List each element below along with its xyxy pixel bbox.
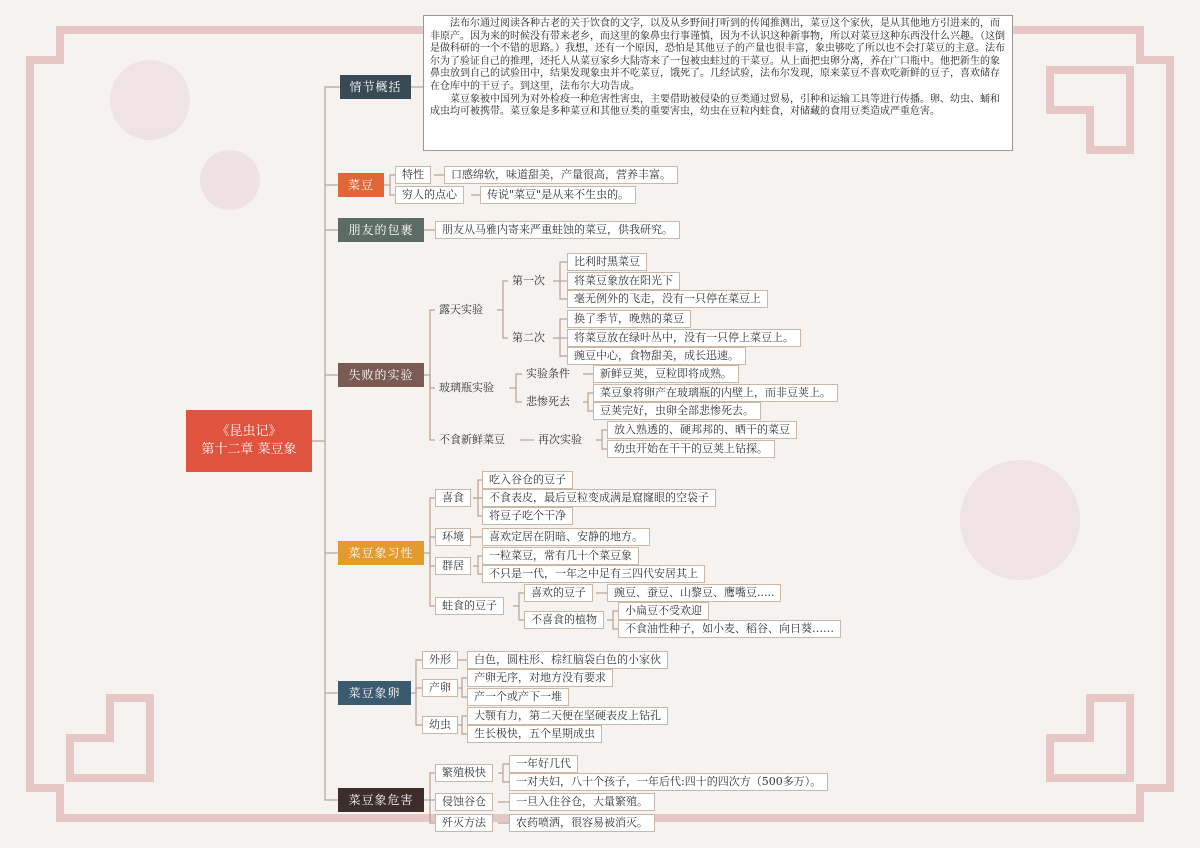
node-friend-text: 朋友从马雅内寄来严重蛀蚀的菜豆，供我研究。 — [435, 221, 680, 239]
node-again-item-2: 幼虫开始在干干的豆荚上钻探。 — [607, 440, 775, 458]
summary-paragraph-2: 菜豆象被中国列为对外检疫一种危害性害虫，主要借助被侵染的豆类通过贸易，引种和运输工具等进行传播。卵、幼虫、蛹和成虫均可被携带。菜豆象是多种菜豆和其他豆类的重要害虫，幼虫在豆粒内蛀食，对储藏的食用豆类造成严重危害。 — [430, 93, 1000, 118]
node-breed-item-1: 一年好几代 — [509, 755, 578, 773]
node-second: 第二次 — [512, 331, 545, 344]
node-like: 喜食 — [435, 489, 471, 507]
node-larva-item-2: 生长极快，五个星期成虫 — [467, 725, 602, 743]
node-breed: 繁殖极快 — [435, 764, 493, 782]
node-erode-text: 一旦入住谷仓，大量繁殖。 — [509, 793, 655, 811]
center-topic — [186, 410, 312, 472]
node-group-item-1: 一粒菜豆，常有几十个菜豆象 — [482, 547, 639, 565]
node-condition: 实验条件 — [526, 367, 570, 380]
branch-harm: 菜豆象危害 — [338, 788, 424, 812]
center-subtitle: 第十二章 菜豆象 — [201, 442, 297, 457]
node-group: 群居 — [435, 557, 471, 575]
node-second-item-3: 豌豆中心，食物甜美，成长迅速。 — [567, 347, 746, 365]
center-title: 《昆虫记》 — [216, 424, 282, 439]
summary-text — [423, 15, 1013, 151]
node-larva-item-1: 大颚有力，第二天便在坚硬表皮上钻孔 — [467, 707, 668, 725]
node-like-item-3: 将豆子吃个干净 — [482, 507, 573, 525]
node-kill: 歼灭方法 — [435, 814, 493, 832]
branch-summary: 情节概括 — [340, 75, 411, 99]
node-erode: 侵蚀谷仓 — [435, 793, 493, 811]
node-tragic-item-1: 菜豆象将卵产在玻璃瓶的内壁上，而非豆荚上。 — [593, 384, 838, 402]
node-condition-text: 新鲜豆荚，豆粒即将成熟。 — [593, 365, 739, 383]
node-again-item-1: 放入熟透的、硬邦邦的、晒干的菜豆 — [607, 421, 797, 439]
node-breed-item-2: 一对夫妇，八十个孩子，一年后代:四十的四次方（500多万）。 — [509, 773, 828, 791]
node-again: 再次实验 — [538, 433, 582, 446]
node-like-item-2: 不食表皮，最后豆粒变成满是窟窿眼的空袋子 — [482, 489, 716, 507]
node-dislike-item-1: 小扁豆不受欢迎 — [618, 602, 709, 620]
node-lay-item-1: 产卵无序，对地方没有要求 — [467, 669, 613, 687]
node-fav: 喜欢的豆子 — [524, 584, 593, 602]
node-like-item-1: 吃入谷仓的豆子 — [482, 471, 573, 489]
node-lay-item-2: 产一个或产下一堆 — [467, 688, 569, 706]
node-group-item-2: 不只是一代，一年之中足有三四代安居其上 — [482, 565, 705, 583]
node-env-text: 喜欢定居在阴暗、安静的地方。 — [482, 528, 650, 546]
node-poor-text: 传说"菜豆"是从来不生虫的。 — [480, 186, 636, 204]
node-nature-text: 口感绵软，味道甜美，产量很高，营养丰富。 — [444, 166, 678, 184]
node-env: 环境 — [435, 528, 471, 546]
node-first-item-2: 将菜豆象放在阳光下 — [567, 272, 680, 290]
node-fav-text: 豌豆、蚕豆、山黎豆、鹰嘴豆..... — [607, 584, 781, 602]
node-jar: 玻璃瓶实验 — [439, 381, 494, 394]
summary-paragraph-1: 法布尔通过阅读各种古老的关于饮食的文字，以及从乡野间打听到的传闻推测出，菜豆这个家伙，是从其他地方引进来的，而非原产。因为来的时候没有带来老乡，而这里的象鼻虫行事谨慎，因为不认识这种新事物，所以对菜豆这种东西没什么兴趣。（这倒是做科研的一个不错的思路。）我想，还有一个原因，恐怕是其他豆子的产量也很丰富，象虫够吃了所以也不会打菜豆的主意。法布尔为了验证自己的推理，还托人从菜豆家乡大陆寄来了一包被虫蛀过的干菜豆。从上面把虫卵分离，养在广口瓶中。他把新生的象鼻虫放到自己的试验田中，结果发现象虫并不吃菜豆，饿死了。几经试验，法布尔发现，原来菜豆不喜欢吃新鲜的豆子，喜欢储存在仓库中的干豆子。到这里，法布尔大功告成。 — [430, 18, 1005, 92]
node-first-item-3: 毫无例外的飞走，没有一只停在菜豆上 — [567, 290, 768, 308]
node-tragic-item-2: 豆荚完好，虫卵全部悲惨死去。 — [593, 402, 761, 420]
node-tragic: 悲惨死去 — [526, 395, 570, 408]
node-first: 第一次 — [512, 274, 545, 287]
node-dislike: 不喜食的植物 — [524, 611, 604, 629]
branch-friend: 朋友的包裹 — [338, 218, 424, 242]
node-dislike-item-2: 不食油性种子，如小麦、稻谷、向日葵…… — [618, 620, 841, 638]
node-shape: 外形 — [422, 651, 458, 669]
branch-habit: 菜豆象习性 — [338, 541, 424, 565]
branch-caidou: 菜豆 — [338, 173, 384, 197]
node-poor: 穷人的点心 — [395, 186, 464, 204]
node-second-item-2: 将菜豆放在绿叶丛中，没有一只停上菜豆上。 — [567, 329, 801, 347]
node-beans: 蛀食的豆子 — [435, 597, 504, 615]
node-larva: 幼虫 — [422, 716, 458, 734]
node-nofresh: 不食新鲜菜豆 — [439, 433, 505, 446]
branch-failed: 失败的实验 — [338, 363, 424, 387]
node-first-item-1: 比利时黑菜豆 — [567, 253, 647, 271]
node-shape-text: 白色，圆柱形、棕红脑袋白色的小家伙 — [467, 651, 668, 669]
branch-egg: 菜豆象卵 — [338, 681, 411, 705]
node-kill-text: 农药喷洒，很容易被消灭。 — [509, 814, 655, 832]
node-outdoor: 露天实验 — [439, 303, 483, 316]
node-lay: 产卵 — [422, 679, 458, 697]
node-second-item-1: 换了季节，晚熟的菜豆 — [567, 310, 691, 328]
node-nature: 特性 — [395, 166, 431, 184]
